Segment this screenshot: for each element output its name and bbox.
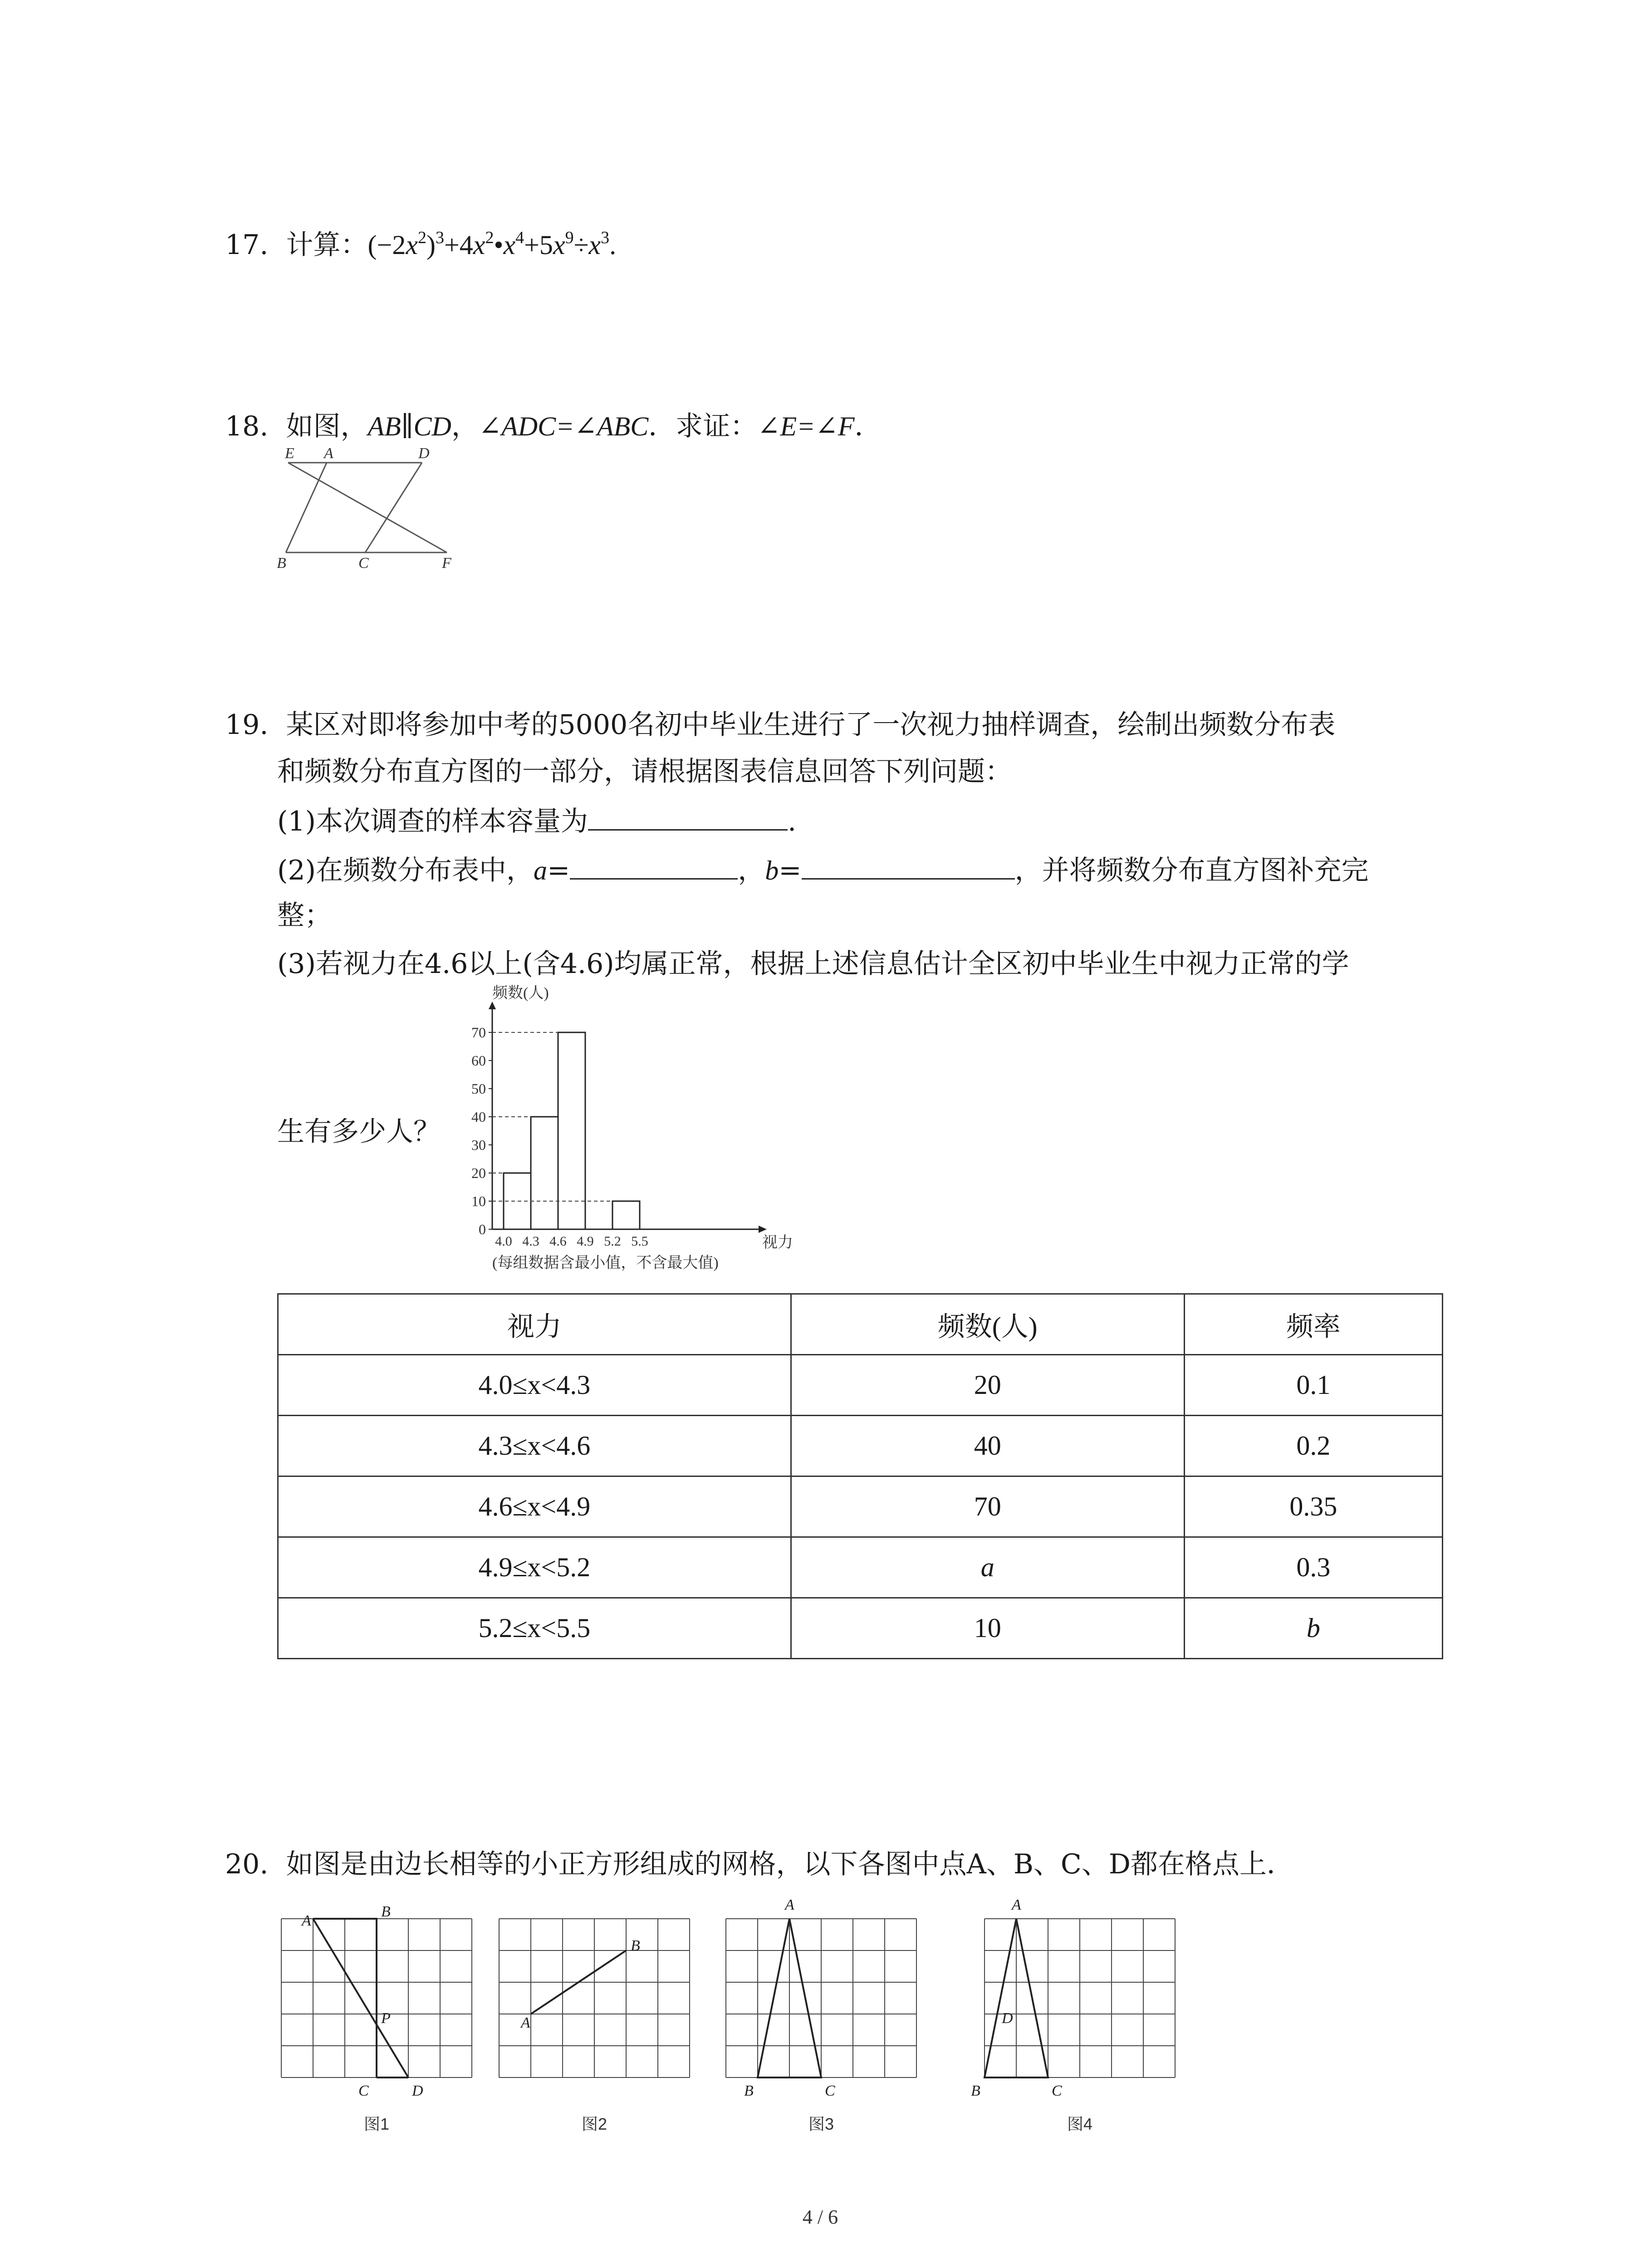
y-tick-label: 60 <box>471 1052 486 1069</box>
table-header-row <box>278 1294 1443 1355</box>
header-frequency-rate: 频率 <box>1184 1294 1442 1355</box>
grid-figures <box>272 1882 1202 2136</box>
x-axis-arrow <box>759 1226 767 1233</box>
fig1-caption: 图1 <box>363 2115 390 2133</box>
fig1-label-P: P <box>381 2010 391 2027</box>
frequency-table <box>277 1293 1443 1659</box>
label-D: D <box>418 445 430 462</box>
label-E: E <box>285 445 294 462</box>
q18-goal: ∠E=∠F <box>757 411 855 441</box>
cell-range: 4.0≤x<4.3 <box>278 1355 791 1416</box>
line-EF <box>288 463 447 552</box>
q18-text-a: 如图， <box>286 411 368 442</box>
q19-line2: 和频数分布直方图的一部分，请根据图表信息回答下列问题： <box>277 756 1012 787</box>
cell-count: 20 <box>791 1355 1184 1416</box>
cell-range: 4.6≤x<4.9 <box>278 1476 791 1537</box>
y-axis-label: 频数(人) <box>492 985 549 1002</box>
y-tick-label: 10 <box>471 1193 486 1209</box>
q19-part3: (3)若视力在4.6以上(含4.6)均属正常，根据上述信息估计全区初中毕业生中视力正常的学 <box>277 948 1349 980</box>
x-tick-label: 5.2 <box>604 1234 621 1249</box>
cell-rate: 0.3 <box>1184 1537 1442 1598</box>
fig2-label-B: B <box>631 1937 640 1954</box>
table-row <box>278 1416 1443 1476</box>
fig4-label-C: C <box>1052 2082 1062 2099</box>
header-frequency-count: 频数(人) <box>791 1294 1184 1355</box>
fig3-label-A: A <box>785 1897 794 1913</box>
grid-4 <box>985 1919 1175 2077</box>
cell-count: a <box>791 1537 1184 1598</box>
q19-part3-line2: 生有多少人？ <box>277 1116 441 1148</box>
fig1-label-B: B <box>381 1903 391 1920</box>
cell-rate: 0.2 <box>1184 1416 1442 1476</box>
y-axis-arrow <box>489 1002 496 1009</box>
grid-3 <box>726 1919 916 2077</box>
q19-part2-line2: 整； <box>277 899 332 931</box>
table-row <box>278 1537 1443 1598</box>
x-tick-label: 4.9 <box>577 1234 594 1249</box>
histogram-bar <box>558 1032 585 1229</box>
x-axis-label: 视力 <box>762 1234 793 1251</box>
fig3-caption: 图3 <box>808 2115 834 2133</box>
q17-expression: $(-2x^2)^3+4x^2•x^4+5x^9\div x^3$. <box>367 228 617 260</box>
q20 <box>225 1846 1294 1882</box>
q18-comma: ， <box>451 411 479 442</box>
cell-count: 70 <box>791 1476 1184 1537</box>
chart-note: (每组数据含最小值，不含最大值) <box>492 1255 719 1271</box>
header-vision: 视力 <box>278 1294 791 1355</box>
cell-range: 4.3≤x<4.6 <box>278 1416 791 1476</box>
y-tick-label: 40 <box>471 1109 486 1125</box>
grid-2 <box>499 1919 690 2077</box>
y-tick-label: 0 <box>479 1221 486 1237</box>
table-row <box>278 1476 1443 1537</box>
q18-parallel: AB∥CD <box>367 411 451 441</box>
x-tick-label: 4.6 <box>549 1234 567 1249</box>
label-A: A <box>324 445 333 462</box>
label-B: B <box>277 555 286 572</box>
x-tick-label: 4.3 <box>522 1234 539 1249</box>
y-tick-label: 30 <box>471 1137 486 1153</box>
q19-line1 <box>225 707 1335 743</box>
fig2-caption: 图2 <box>581 2115 607 2133</box>
fig4-caption: 图4 <box>1067 2115 1093 2133</box>
fig1-label-A: A <box>302 1912 311 1929</box>
fig3-label-B: B <box>744 2082 754 2099</box>
q18-angle-eq: ∠ADC=∠ABC <box>478 411 649 441</box>
fig3-label-C: C <box>825 2082 835 2099</box>
q18 <box>225 408 882 445</box>
q17-number: 17. <box>225 229 269 261</box>
answer-blank-sample-size[interactable] <box>588 803 788 831</box>
histogram-bar <box>531 1117 558 1229</box>
x-tick-label: 5.5 <box>631 1234 648 1249</box>
q19-number: 19. <box>225 709 269 741</box>
fig4-label-D: D <box>1002 2010 1013 2027</box>
cell-range: 5.2≤x<5.5 <box>278 1598 791 1659</box>
page-number: 4 / 6 <box>802 2206 838 2228</box>
q19-part2-text: (2)在频数分布表中， <box>277 855 534 886</box>
q19-part1-text: (1)本次调查的样本容量为 <box>277 806 588 837</box>
q18-figure <box>268 445 467 572</box>
frequency-histogram <box>454 984 826 1275</box>
table-row <box>278 1598 1443 1659</box>
x-tick-label: 4.0 <box>495 1234 512 1249</box>
fig1-segment-AD <box>313 1919 408 2077</box>
q20-text: 如图是由边长相等的小正方形组成的网格，以下各图中点A、B、C、D都在格点上． <box>286 1848 1294 1880</box>
q19-part2: (2)在频数分布表中，a= ，b= ，并将频数分布直方图补充完 <box>277 852 1369 889</box>
label-F: F <box>442 555 451 572</box>
cell-rate: 0.35 <box>1184 1476 1442 1537</box>
fig1-label-D: D <box>412 2082 423 2099</box>
fig1-label-C: C <box>358 2082 369 2099</box>
line-DC <box>365 463 422 552</box>
cell-rate: 0.1 <box>1184 1355 1442 1416</box>
fig4-label-A: A <box>1012 1897 1021 1913</box>
line-AB <box>286 463 327 552</box>
histogram-bar <box>612 1201 640 1229</box>
q17 <box>225 227 616 263</box>
q20-number: 20. <box>225 1848 269 1880</box>
cell-count: 40 <box>791 1416 1184 1476</box>
q18-period: ． <box>854 411 882 442</box>
label-C: C <box>358 555 369 572</box>
fig4-label-B: B <box>971 2082 980 2099</box>
cell-count: 10 <box>791 1598 1184 1659</box>
q19-part1: (1)本次调查的样本容量为 . <box>277 803 796 840</box>
fig2-label-A: A <box>521 2014 530 2031</box>
q17-lead: 计算： <box>286 229 368 261</box>
y-tick-label: 50 <box>471 1080 486 1097</box>
answer-blank-a[interactable] <box>570 852 738 880</box>
cell-rate: b <box>1184 1598 1442 1659</box>
y-tick-label: 70 <box>471 1024 486 1041</box>
q19-intro: 某区对即将参加中考的5000名初中毕业生进行了一次视力抽样调查，绘制出频数分布表 <box>286 709 1336 741</box>
q18-number: 18. <box>225 411 269 442</box>
q18-prove: ．求证： <box>648 411 758 442</box>
y-tick-label: 20 <box>471 1165 486 1181</box>
answer-blank-b[interactable] <box>802 852 1015 880</box>
table-row <box>278 1355 1443 1416</box>
cell-range: 4.9≤x<5.2 <box>278 1537 791 1598</box>
